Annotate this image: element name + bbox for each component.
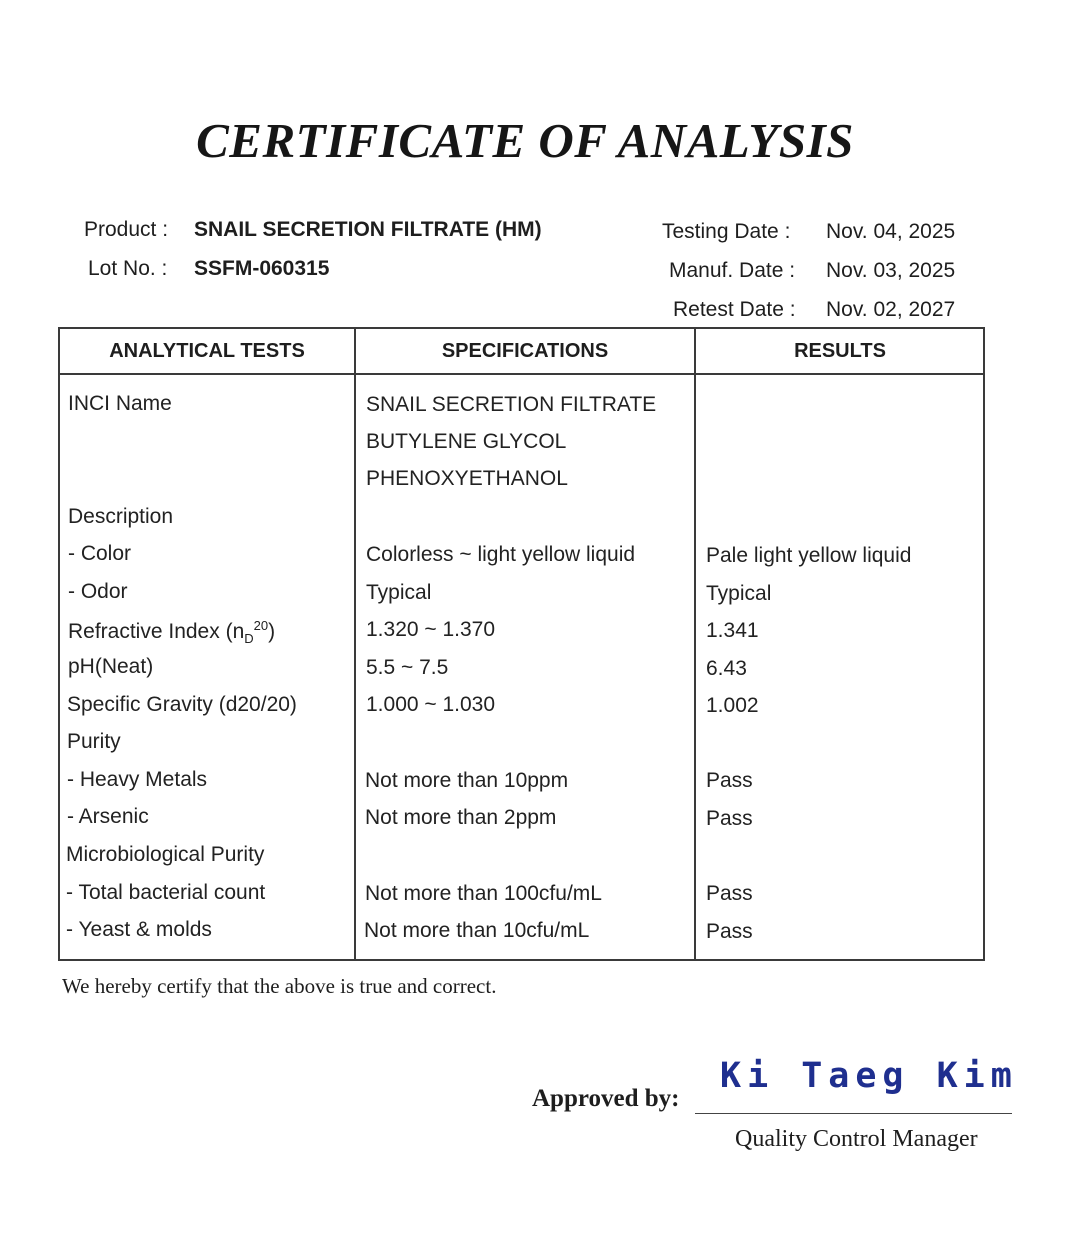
product-label: Product : [84, 218, 169, 241]
retest-date-label: Retest Date : [673, 298, 796, 321]
column-divider [354, 327, 356, 961]
lot-value: SSFM-060315 [194, 257, 330, 280]
spec-inci-1: SNAIL SECRETION FILTRATE [366, 393, 657, 416]
signature-line [695, 1113, 1012, 1114]
test-inci-name: INCI Name [68, 392, 172, 415]
result-odor: Typical [706, 582, 772, 605]
spec-color: Colorless ~ light yellow liquid [366, 543, 636, 566]
manuf-date-value: Nov. 03, 2025 [826, 259, 956, 282]
spec-arsenic: Not more than 2ppm [365, 806, 557, 829]
header-divider [58, 373, 985, 375]
test-specific-gravity: Specific Gravity (d20/20) [67, 693, 297, 716]
spec-ph: 5.5 ~ 7.5 [366, 656, 449, 679]
test-odor: - Odor [68, 580, 128, 603]
result-ph: 6.43 [706, 657, 747, 680]
spec-specific-gravity: 1.000 ~ 1.030 [366, 693, 496, 716]
test-microbiological-purity: Microbiological Purity [66, 843, 265, 866]
spec-heavy-metals: Not more than 10ppm [365, 769, 569, 792]
manuf-date-label: Manuf. Date : [669, 259, 796, 282]
header-analytical-tests: ANALYTICAL TESTS [109, 340, 305, 362]
product-value: SNAIL SECRETION FILTRATE (HM) [194, 218, 542, 241]
signature: Ki Taeg Kim [720, 1056, 1018, 1096]
column-divider [694, 327, 696, 961]
test-arsenic: - Arsenic [67, 805, 149, 828]
test-description: Description [68, 505, 174, 528]
result-total-bacterial-count: Pass [706, 882, 753, 905]
result-refractive-index: 1.341 [706, 619, 759, 642]
spec-total-bacterial-count: Not more than 100cfu/mL [365, 882, 602, 905]
spec-yeast-molds: Not more than 10cfu/mL [364, 919, 590, 942]
result-heavy-metals: Pass [706, 769, 753, 792]
document-title: CERTIFICATE OF ANALYSIS [196, 113, 854, 168]
result-specific-gravity: 1.002 [706, 694, 759, 717]
result-yeast-molds: Pass [706, 920, 753, 943]
test-ph: pH(Neat) [68, 655, 154, 678]
test-refractive-index: Refractive Index $(n_D^{20})$ [68, 618, 276, 647]
retest-date-value: Nov. 02, 2027 [826, 298, 956, 321]
testing-date-label: Testing Date : [662, 220, 791, 243]
test-heavy-metals: - Heavy Metals [67, 768, 208, 791]
test-total-bacterial-count: - Total bacterial count [66, 881, 266, 904]
result-arsenic: Pass [706, 807, 753, 830]
approved-by-label: Approved by: [532, 1085, 680, 1112]
test-color: - Color [68, 542, 132, 565]
certify-statement: We hereby certify that the above is true and correct. [62, 974, 497, 998]
lot-label: Lot No. : [88, 257, 168, 280]
spec-refractive-index: 1.320 ~ 1.370 [366, 618, 496, 641]
approver-role: Quality Control Manager [735, 1126, 978, 1152]
header-specifications: SPECIFICATIONS [441, 340, 609, 362]
test-yeast-molds: - Yeast & molds [66, 918, 212, 941]
header-results: RESULTS [794, 340, 886, 362]
testing-date-value: Nov. 04, 2025 [826, 220, 956, 243]
spec-inci-2: BUTYLENE GLYCOL [366, 430, 567, 453]
spec-inci-3: PHENOXYETHANOL [366, 467, 568, 490]
result-color: Pale light yellow liquid [706, 544, 912, 567]
spec-odor: Typical [366, 581, 432, 604]
test-purity: Purity [67, 730, 121, 753]
